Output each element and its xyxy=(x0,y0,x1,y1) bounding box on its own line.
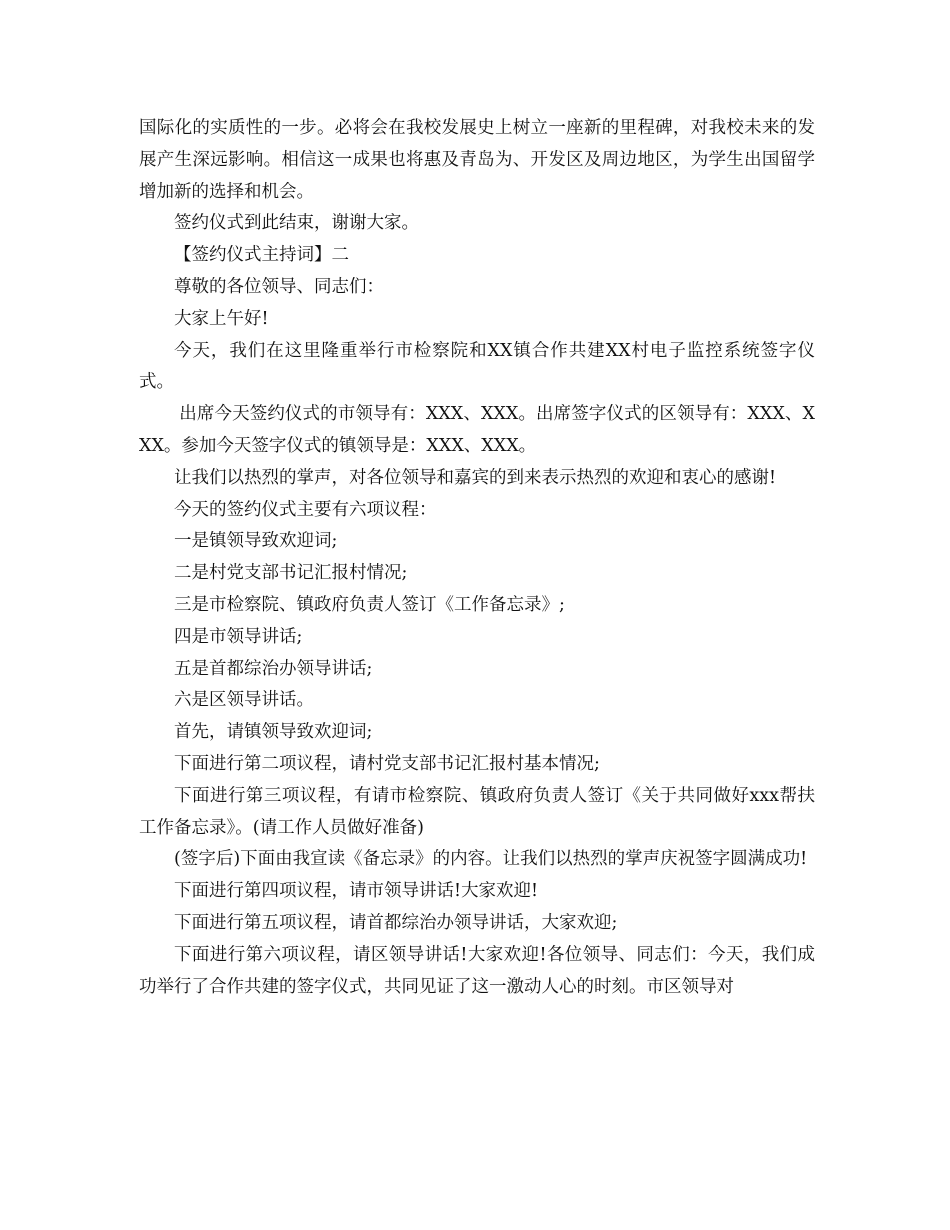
paragraph: 首先，请镇领导致欢迎词; xyxy=(174,722,373,743)
paragraph: 出席今天签约仪式的市领导有：XXX、XXX。出席签字仪式的区领导有：XXX、XXX。参加今天签字仪式的镇领导是：XXX、XXX。 xyxy=(139,404,815,456)
paragraph: 国际化的实质性的一步。必将会在我校发展史上树立一座新的里程碑，对我校未来的发展产生深远影响。相信这一成果也将惠及青岛为、开发区及周边地区，为学生出国留学增加新的选择和机会。 xyxy=(139,118,815,202)
salutation: 尊敬的各位领导、同志们： xyxy=(174,276,384,297)
agenda-item: 五是首都综治办领导讲话; xyxy=(174,658,373,679)
agenda-item: 六是区领导讲话。 xyxy=(174,690,314,711)
paragraph: 让我们以热烈的掌声，对各位领导和嘉宾的到来表示热烈的欢迎和衷心的感谢! xyxy=(174,467,777,488)
paragraph: 下面进行第二项议程，请村党支部书记汇报村基本情况; xyxy=(174,753,600,774)
paragraph: 下面进行第五项议程，请首都综治办领导讲话，大家欢迎; xyxy=(174,912,618,933)
agenda-item: 四是市领导讲话; xyxy=(174,626,303,647)
agenda-intro: 今天的签约仪式主要有六项议程： xyxy=(174,499,437,520)
paragraph: 下面进行第四项议程，请市领导讲话!大家欢迎! xyxy=(174,881,539,902)
paragraph: 签约仪式到此结束，谢谢大家。 xyxy=(174,213,419,234)
document-body xyxy=(139,113,815,1003)
paragraph: (签字后)下面由我宣读《备忘录》的内容。让我们以热烈的掌声庆祝签字圆满成功! xyxy=(174,849,808,870)
paragraph: 下面进行第六项议程，请区领导讲话!大家欢迎!各位领导、同志们：今天，我们成功举行了合作共建的签字仪式，共同见证了这一激动人心的时刻。市区领导对 xyxy=(139,944,815,997)
agenda-item: 一是镇领导致欢迎词; xyxy=(174,531,338,552)
paragraph: 今天，我们在这里隆重举行市检察院和XX镇合作共建XX村电子监控系统签字仪式。 xyxy=(139,340,815,393)
section-heading: 【签约仪式主持词】二 xyxy=(174,245,349,266)
greeting: 大家上午好! xyxy=(174,308,269,329)
paragraph: 下面进行第三项议程，有请市检察院、镇政府负责人签订《关于共同做好xxx帮扶工作备忘录》。(请工作人员做好准备) xyxy=(139,785,815,838)
agenda-item: 二是村党支部书记汇报村情况; xyxy=(174,563,408,584)
agenda-item: 三是市检察院、镇政府负责人签订《工作备忘录》; xyxy=(174,594,565,615)
